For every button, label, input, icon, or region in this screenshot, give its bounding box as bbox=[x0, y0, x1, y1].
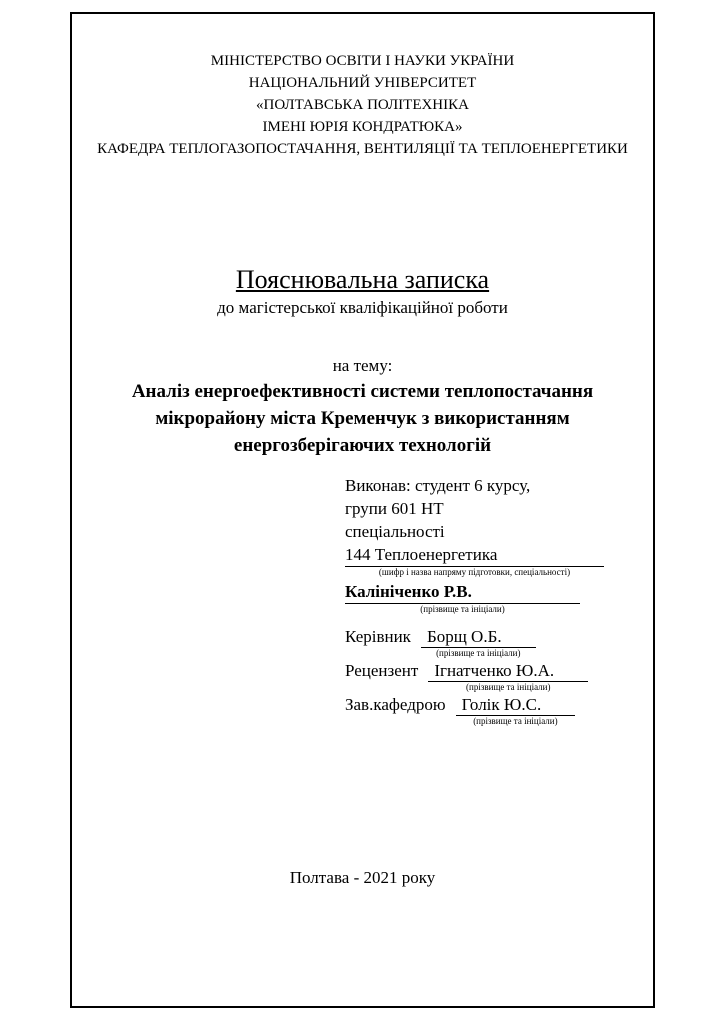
topic-block bbox=[72, 354, 653, 459]
university-name-line1: «ПОЛТАВСЬКА ПОЛІТЕХНІКА bbox=[256, 97, 469, 113]
signature-hint: (прізвище та ініціали) bbox=[466, 682, 551, 692]
signature-name: Голік Ю.С. bbox=[456, 694, 576, 716]
document-title-block bbox=[72, 264, 653, 320]
author-line-2: групи 601 НТ bbox=[345, 499, 444, 518]
specialty-hint: (шифр і назва напряму підготовки, спеціальності) bbox=[378, 567, 571, 577]
department-line: КАФЕДРА ТЕПЛОГАЗОПОСТАЧАННЯ, ВЕНТИЛЯЦІЇ ТА ТЕПЛОЕНЕРГЕТИКИ bbox=[97, 141, 628, 157]
signature-row-reviewer bbox=[345, 660, 588, 693]
topic-text: Аналіз енергоефективності системи теплопостачання мікрорайону міста Кременчук з використанням енергозберігаючих технологій bbox=[131, 381, 594, 456]
signature-field bbox=[456, 694, 576, 727]
signature-row-supervisor bbox=[345, 626, 588, 659]
institution-header bbox=[72, 50, 653, 160]
specialty-value: 144 Теплоенергетика bbox=[345, 543, 604, 567]
university-line: НАЦІОНАЛЬНИЙ УНІВЕРСИТЕТ bbox=[248, 75, 477, 91]
signature-field bbox=[421, 626, 536, 659]
author-block bbox=[345, 474, 604, 617]
author-line-3: спеціальності bbox=[345, 522, 445, 541]
document-subtitle: до магістерської кваліфікаційної роботи bbox=[217, 298, 508, 317]
signature-name: Ігнатченко Ю.А. bbox=[428, 660, 588, 682]
signature-name: Борщ О.Б. bbox=[421, 626, 536, 648]
signature-role: Керівник bbox=[345, 627, 411, 646]
author-name: Калініченко Р.В. bbox=[345, 580, 580, 604]
author-line-1: Виконав: студент 6 курсу, bbox=[345, 476, 531, 495]
city-year-footer: Полтава - 2021 року bbox=[289, 868, 436, 887]
page-border-frame bbox=[70, 12, 655, 1008]
signature-row-head-of-department bbox=[345, 694, 588, 727]
signature-field bbox=[428, 660, 588, 693]
document-title: Пояснювальна записка bbox=[235, 265, 490, 294]
signature-role: Зав.кафедрою bbox=[345, 695, 446, 714]
signature-block bbox=[345, 626, 588, 728]
signature-role: Рецензент bbox=[345, 661, 419, 680]
signature-hint: (прізвище та ініціали) bbox=[473, 716, 558, 726]
ministry-line: МІНІСТЕРСТВО ОСВІТИ І НАУКИ УКРАЇНИ bbox=[210, 53, 515, 69]
topic-label: на тему: bbox=[332, 356, 393, 375]
author-name-hint: (прізвище та ініціали) bbox=[420, 604, 505, 614]
signature-hint: (прізвище та ініціали) bbox=[436, 648, 521, 658]
university-name-line2: ІМЕНІ ЮРІЯ КОНДРАТЮКА» bbox=[262, 119, 463, 135]
author-name-line bbox=[345, 580, 604, 604]
specialty-line bbox=[345, 543, 604, 567]
